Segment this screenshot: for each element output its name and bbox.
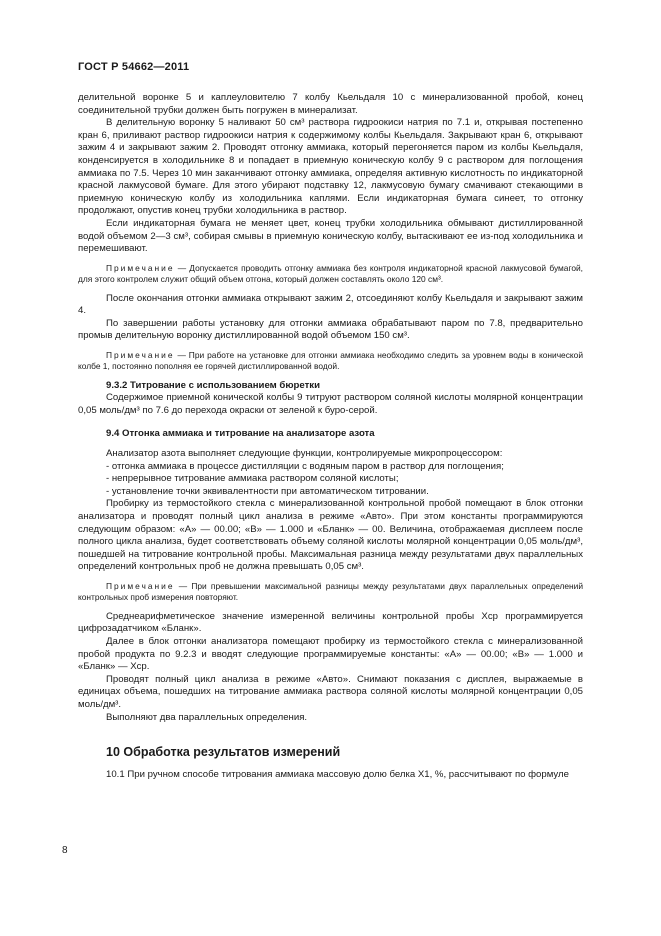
paragraph: Анализатор азота выполняет следующие функции, контролируемые микропроцессором:	[106, 448, 503, 460]
note-text: — Допускается проводить отгонку аммиака без контроля индикаторной красной лакмусовой бумагой, для этого контролем служит общий объем отгона, который должен составлять около 120 см³.	[78, 262, 583, 285]
paragraph: Далее в блок отгонки анализатора помещают пробирку из термостойкого стекла с минерализованной пробой продукта по 9.2.3 и вводят следующие программируемые константы: «А» — 00.00; «В» — 1.000 и «Бланк» — Xср.	[78, 636, 583, 673]
paragraph: В делительную воронку 5 наливают 50 см³ раствора гидроокиси натрия по 7.1 и, открывая постепенно кран 6, приливают раствор гидроокиси натрия к содержимому колбы Кьельдаля. Закрывают кран 6, открывают зажим 4 и закрывают зажим 2. Проводят отгонку аммиака, который перегоняется паром из колбы Кьельдаля, конденсируется в холодильнике 8 и попадает в приемную коническую колбу 9 с раствором для поглощения аммиака по 7.5. Через 10 мин заканчивают отгонку аммиака, определяя активную кислотность по индикаторной красной лакмусовой бумаге. Для этого убирают подставку 12, лакмусовую бумагу смачивают стекающими в приемную коническую колбу из холодильника каплями. Если индикаторная бумага синеет, то отгонку продолжают, опустив конец трубки холодильника в раствор.	[78, 117, 583, 217]
list-item: - установление точки эквивалентности при автоматическом титровании.	[106, 485, 429, 497]
document-header: ГОСТ Р 54662—2011	[78, 61, 190, 73]
note	[78, 350, 583, 373]
note-text: — При превышении максимальной разницы между результатами двух параллельных определений контрольных проб измерения повторяют.	[78, 581, 583, 603]
paragraph: Если индикаторная бумага не меняет цвет, конец трубки холодильника обмывают дистиллированной водой объемом 2—3 см³, собирая смывы в приемную коническую колбу, вытаскивают ее из-под холодильника и перемешивают.	[78, 217, 583, 255]
paragraph: Выполняют два параллельных определения.	[106, 711, 308, 723]
note-label: Примечание	[106, 581, 175, 592]
note-label: Примечание	[106, 262, 175, 273]
note-text: — При работе на установке для отгонки аммиака необходимо следить за уровнем воды в конической колбе 1, постоянно пополняя ее горячей дистиллированной водой.	[78, 349, 583, 372]
paragraph: Пробирку из термостойкого стекла с минерализованной контрольной пробой помещают в блок отгонки анализатора и проводят полный цикл анализа в режиме «Авто». При этом константы программируются следующим образом: «А» — 00.00; «В» — 1.000 и «Бланк» — 00. Величина, отображаемая дисплеем после полного цикла анализа, будет соответствовать объему соляной кислоты молярной концентрации 0,05 моль/дм³, пошедшей на титрование контрольной пробы. Максимальная разница между результатами двух параллельных определений контрольных проб не должна превышать 0,05 см³.	[78, 498, 583, 573]
paragraph: Среднеарифметическое значение измеренной величины контрольной пробы Xср программируется цифрозадатчиком «Бланк».	[78, 610, 583, 635]
paragraph: 10.1 При ручном способе титрования аммиака массовую долю белка X1, %, рассчитывают по формуле	[106, 768, 569, 780]
note	[78, 263, 583, 286]
subsection-heading: 9.3.2 Титрование с использованием бюретки	[106, 379, 321, 391]
paragraph: Проводят полный цикл анализа в режиме «Авто». Снимают показания с дисплея, выражаемые в единицах объема, пошедших на титрование аммиака раствора соляной кислоты молярной концентрации 0,05 моль/дм³.	[78, 673, 583, 710]
document-body	[78, 92, 583, 781]
paragraph: По завершении работы установку для отгонки аммиака обрабатывают паром по 7.8, предварительно промыв делительную воронку дистиллированной водой объемом 150 см³.	[78, 317, 583, 342]
note	[78, 581, 583, 604]
subsection-heading: 9.4 Отгонка аммиака и титрование на анализаторе азота	[106, 427, 375, 439]
section-heading: 10 Обработка результатов измерений	[106, 745, 341, 760]
list-item: - отгонка аммиака в процессе дистилляции с водяным паром в раствор для поглощения;	[106, 460, 504, 472]
note-label: Примечание	[106, 349, 175, 360]
paragraph: После окончания отгонки аммиака открывают зажим 2, отсоединяют колбу Кьельдаля и закрывают зажим 4.	[78, 292, 583, 317]
list-item: - непрерывное титрование аммиака раствором соляной кислоты;	[106, 473, 399, 485]
paragraph: делительной воронке 5 и каплеуловителю 7 колбу Кьельдаля 10 с минерализованной пробой, конец соединительной трубки должен быть погружен в минерализат.	[78, 92, 583, 116]
paragraph: Содержимое приемной конической колбы 9 титруют раствором соляной кислоты молярной концентрации 0,05 моль/дм³ по 7.6 до перехода окраски от зеленой к буро-серой.	[78, 392, 583, 416]
page-number: 8	[62, 845, 68, 856]
